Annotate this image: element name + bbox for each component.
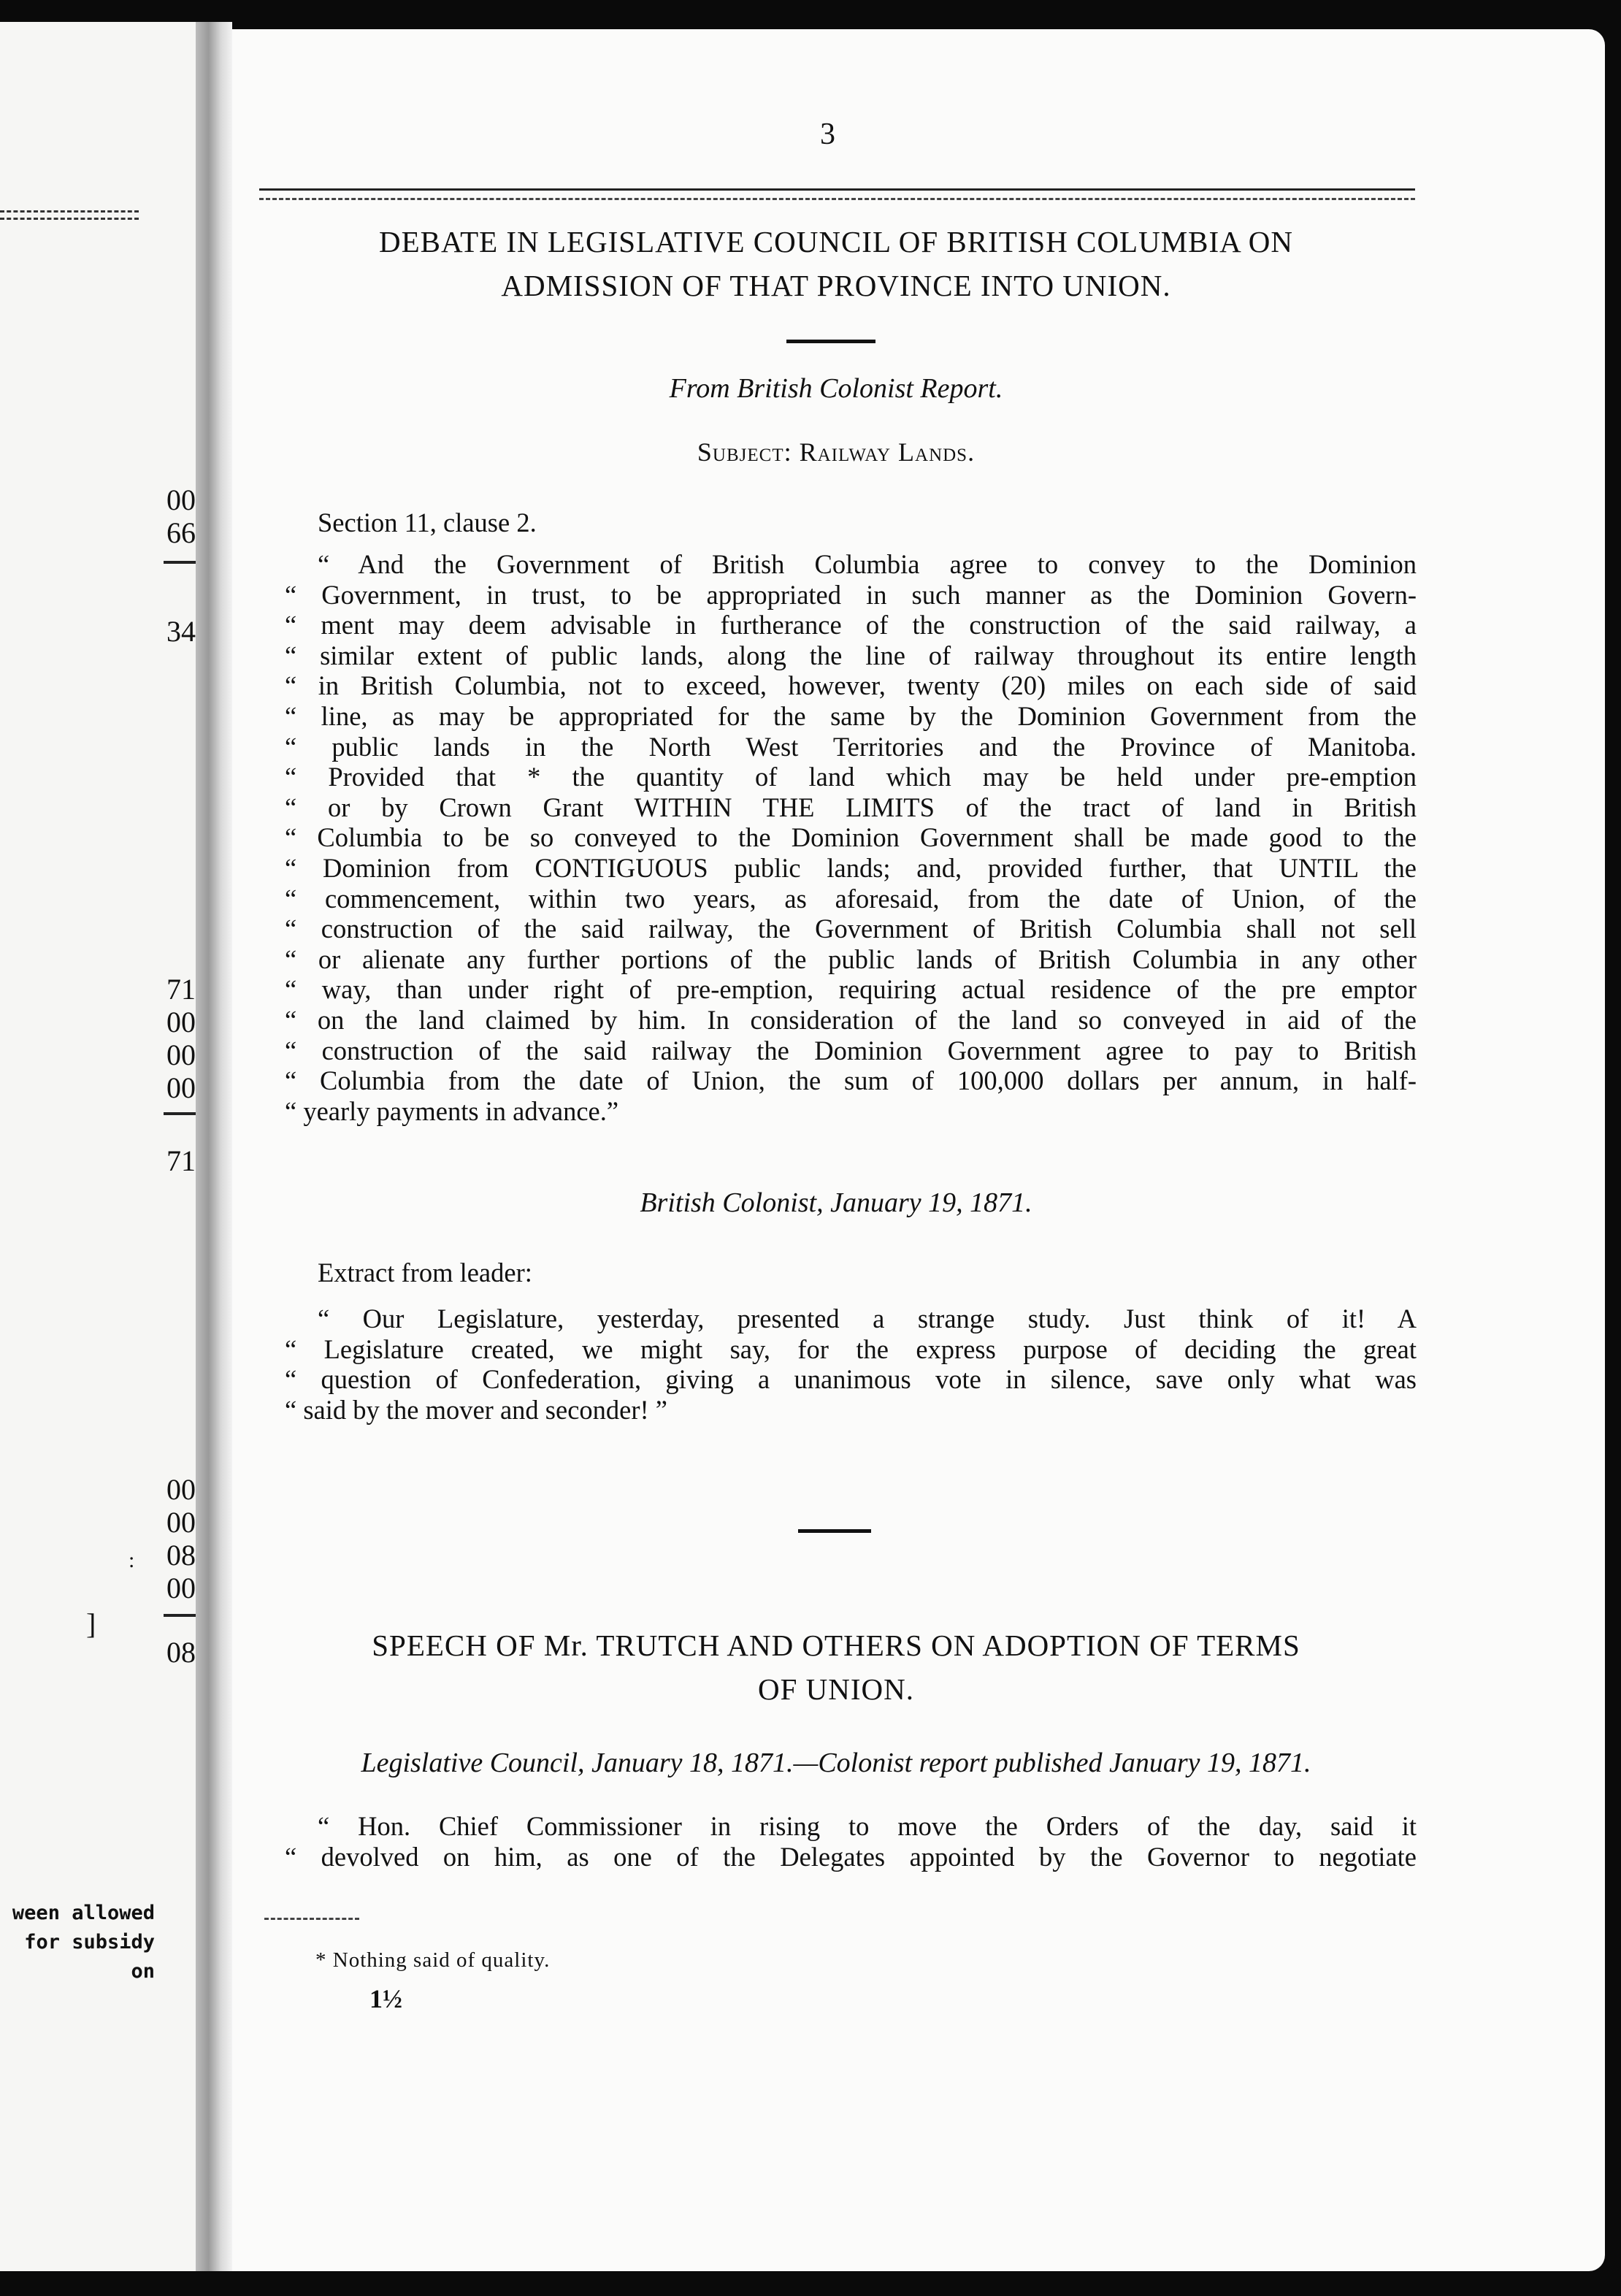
quote-line: “ public lands in the North West Territories and the Province of Manitoba.: [285, 731, 1417, 762]
section-divider: [798, 1529, 871, 1533]
left-page-total-line: [164, 1614, 196, 1617]
speech-line: “ Hon. Chief Commissioner in rising to move the Orders of the day, said it: [318, 1811, 1417, 1841]
quote-line: “ Government, in trust, to be appropriated in such manner as the Dominion Govern-: [285, 579, 1417, 610]
footnote: * Nothing said of quality.: [315, 1948, 551, 1972]
page-number: 3: [820, 118, 835, 151]
left-page-number: 66: [166, 516, 196, 549]
source-line: From British Colonist Report.: [669, 373, 1003, 404]
quote-line: “ in British Columbia, not to exceed, however, twenty (20) miles on each side of said: [285, 670, 1417, 701]
left-page-number: 34: [166, 615, 196, 648]
quote-line: “ And the Government of British Columbia agree to convey to the Dominion: [318, 549, 1417, 579]
extract-line: “ Legislature created, we might say, for the express purpose of deciding the great: [285, 1333, 1417, 1364]
quote-line: “ yearly payments in advance.”: [285, 1095, 619, 1126]
left-page-number: 00: [166, 1473, 196, 1506]
quote-line: “ or alienate any further portions of the public lands of British Columbia in any other: [285, 944, 1417, 974]
heading-1-line-2: ADMISSION OF THAT PROVINCE INTO UNION.: [501, 269, 1171, 302]
left-page-number: 00: [166, 1572, 196, 1604]
quote-line: “ Columbia to be so conveyed to the Dominion Government shall be made good to the: [285, 822, 1417, 853]
quote-line: “ line, as may be appropriated for the same by the Dominion Government from the: [285, 700, 1417, 731]
left-page-number: 00: [166, 1071, 196, 1104]
left-page-number: 08: [166, 1539, 196, 1572]
extract-line: “ said by the mover and seconder! ”: [285, 1394, 667, 1425]
subject-line: Subject: Railway Lands.: [697, 437, 976, 467]
heading-divider: [786, 340, 875, 343]
publication-line: Legislative Council, January 18, 1871.—Colonist report published January 19, 1871.: [361, 1748, 1311, 1778]
left-page: [0, 22, 196, 2271]
left-page-colon: :: [129, 1548, 135, 1572]
left-page-text: for subsidy on: [24, 1931, 155, 1983]
section-label: Section 11, clause 2.: [318, 508, 537, 537]
extract-line: “ Our Legislature, yesterday, presented a strange study. Just think of it! A: [318, 1304, 1417, 1333]
quote-line: “ commencement, within two years, as aforesaid, from the date of Union, of the: [285, 883, 1417, 914]
quote-line: “ way, than under right of pre-emption, requiring actual residence of the pre emptor: [285, 974, 1417, 1005]
signature-mark: 1½: [369, 1984, 402, 2013]
speech-opening: [285, 1811, 1417, 1872]
quote-line: “ Provided that * the quantity of land which may be held under pre-emption: [285, 762, 1417, 792]
left-page-number: 00: [166, 1038, 196, 1071]
header-rule: [259, 188, 1415, 200]
colonist-date: British Colonist, January 19, 1871.: [640, 1187, 1032, 1218]
left-page-rule: [0, 218, 139, 220]
extract-label: Extract from leader:: [318, 1258, 532, 1287]
left-page-number: 71: [166, 973, 196, 1006]
quote-line: “ construction of the said railway the Dominion Government agree to pay to British: [285, 1035, 1417, 1065]
left-page-rule: [0, 210, 139, 213]
left-page-number: 00: [166, 1006, 196, 1038]
extract-quote: [285, 1304, 1417, 1425]
left-page-number: 71: [166, 1144, 196, 1177]
footnote-rule: [264, 1918, 359, 1920]
quote-line: “ similar extent of public lands, along the line of railway throughout its entire length: [285, 640, 1417, 670]
speech-line: “ devolved on him, as one of the Delegates appointed by the Governor to negotiate: [285, 1841, 1417, 1872]
left-page-number: 00: [166, 483, 196, 516]
book-gutter: [196, 22, 232, 2271]
left-page-number: 08: [166, 1636, 196, 1669]
quoted-clause: [285, 549, 1417, 1126]
quote-line: “ Columbia from the date of Union, the sum of 100,000 dollars per annum, in half-: [285, 1065, 1417, 1096]
left-page-text: ween allowed: [12, 1902, 155, 1924]
quote-line: “ Dominion from CONTIGUOUS public lands; and, provided further, that UNTIL the: [285, 852, 1417, 883]
quote-line: “ or by Crown Grant WITHIN THE LIMITS of the tract of land in British: [285, 792, 1417, 822]
quote-line: “ on the land claimed by him. In consideration of the land so conveyed in aid of the: [285, 1004, 1417, 1035]
extract-line: “ question of Confederation, giving a unanimous vote in silence, save only what was: [285, 1364, 1417, 1395]
left-page-total-line: [164, 561, 196, 564]
quote-line: “ construction of the said railway, the Government of British Columbia shall not sell: [285, 914, 1417, 944]
main-page: [232, 29, 1605, 2271]
heading-2-line-2: OF UNION.: [758, 1672, 914, 1706]
heading-2-line-1: SPEECH OF Mr. TRUTCH AND OTHERS ON ADOPTION OF TERMS: [372, 1629, 1300, 1662]
heading-1-line-1: DEBATE IN LEGISLATIVE COUNCIL OF BRITISH COLUMBIA ON: [379, 225, 1293, 259]
left-page-number: 00: [166, 1506, 196, 1539]
left-page-total-line: [164, 1112, 196, 1115]
quote-line: “ ment may deem advisable in furtherance of the construction of the said railway, a: [285, 610, 1417, 640]
left-page-bracket: ]: [86, 1607, 96, 1640]
